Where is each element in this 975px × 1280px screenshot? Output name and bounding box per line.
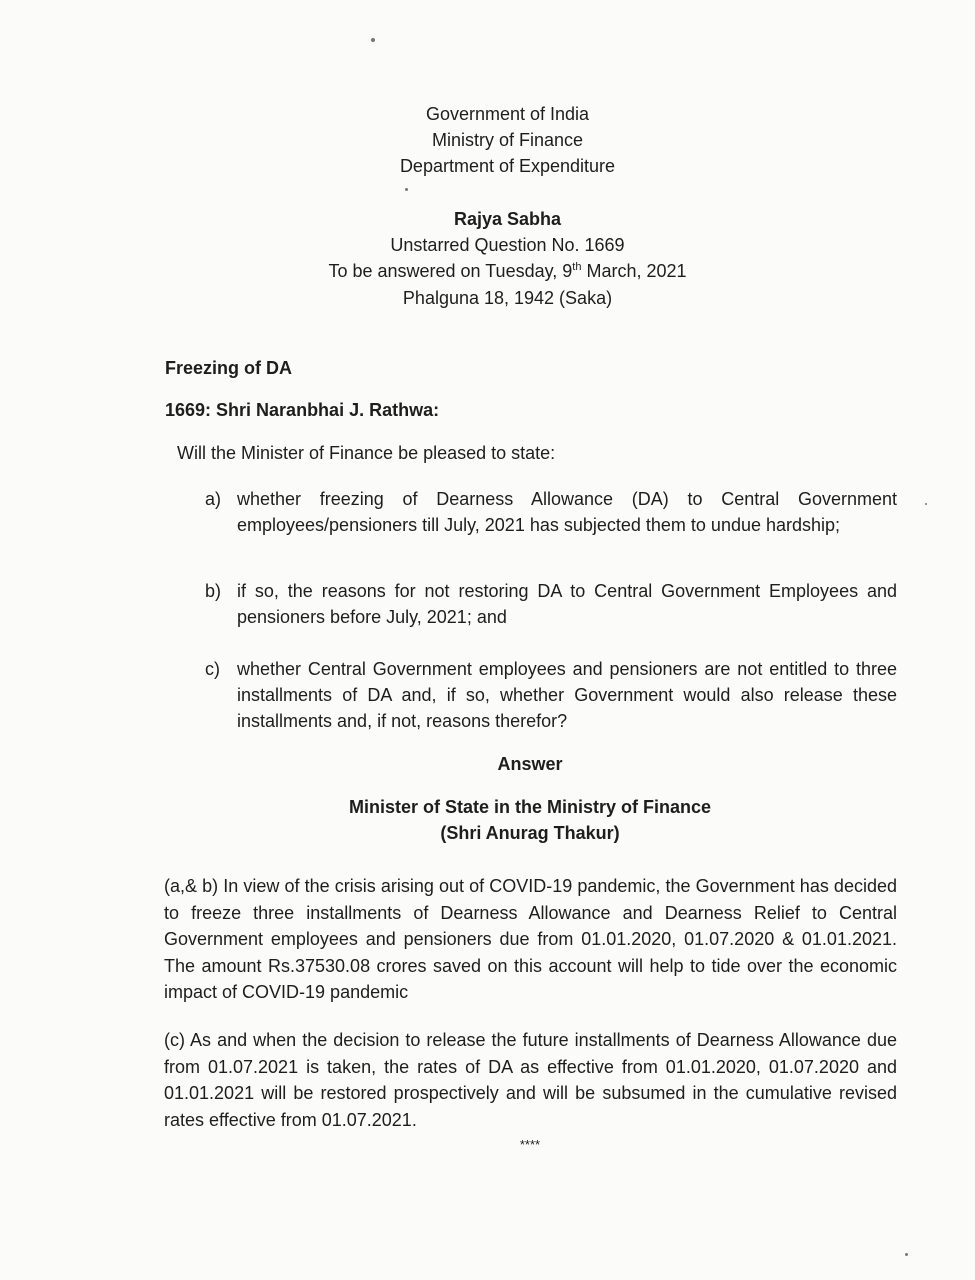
subject-heading: Freezing of DA <box>165 358 293 378</box>
header-line-department: Department of Expenditure <box>399 156 616 176</box>
question-marker: c) <box>205 659 220 679</box>
scan-speck <box>405 188 408 191</box>
question-number: Unstarred Question No. 1669 <box>390 235 625 255</box>
answer-date-suffix: March, 2021 <box>581 261 687 281</box>
scan-speck <box>905 1253 908 1256</box>
answer-date <box>0 258 975 284</box>
question-text: if so, the reasons for not restoring DA to Central Government Employees and pensioners before July, 2021; and <box>237 581 897 627</box>
question-item-b <box>205 578 897 630</box>
header-line-ministry: Ministry of Finance <box>431 130 584 150</box>
scan-speck <box>925 503 927 505</box>
answer-paragraph-c: (c) As and when the decision to release the future installments of Dearness Allowance due from 01.07.2021 is taken, the rates of DA as effective from 01.01.2020, 01.07.2020 and 01.01.2021 will be restored prospectively and will be subsumed in the cumulative revised rates effective from 01.07.2021. <box>164 1030 897 1130</box>
answer-heading: Answer <box>497 754 563 774</box>
answer-date-sup: th <box>572 261 582 273</box>
minister-title: Minister of State in the Ministry of Finance <box>348 797 712 817</box>
question-item-c <box>205 656 897 734</box>
minister-name: (Shri Anurag Thakur) <box>440 823 620 843</box>
question-text: whether Central Government employees and pensioners are not entitled to three installments of DA and, if so, whether Government would also release these installments and, if not, reasons therefor? <box>237 659 897 731</box>
scan-speck <box>371 38 375 42</box>
end-mark: **** <box>519 1137 541 1152</box>
answer-date-prefix: To be answered on Tuesday, 9 <box>328 261 573 281</box>
question-text: whether freezing of Dearness Allowance (DA) to Central Government employees/pensioners till July, 2021 has subjected them to undue hardship; <box>237 489 897 535</box>
header-line-government: Government of India <box>425 104 590 124</box>
saka-date: Phalguna 18, 1942 (Saka) <box>402 288 613 308</box>
house-name: Rajya Sabha <box>453 209 562 229</box>
question-marker: b) <box>205 581 222 601</box>
question-marker: a) <box>205 489 222 509</box>
answer-paragraph-ab: (a,& b) In view of the crisis arising out of COVID-19 pandemic, the Government has decided to freeze three installments of Dearness Allowance and Dearness Relief to Central Government employees and pensioners due from 01.01.2020, 01.07.2020 & 01.01.2021. The amount Rs.37530.08 crores saved on this account will help to tide over the economic impact of COVID-19 pandemic <box>164 876 897 1002</box>
question-intro: Will the Minister of Finance be pleased to state: <box>177 443 556 463</box>
question-item-a <box>205 486 897 538</box>
member-name: 1669: Shri Naranbhai J. Rathwa: <box>165 400 440 420</box>
